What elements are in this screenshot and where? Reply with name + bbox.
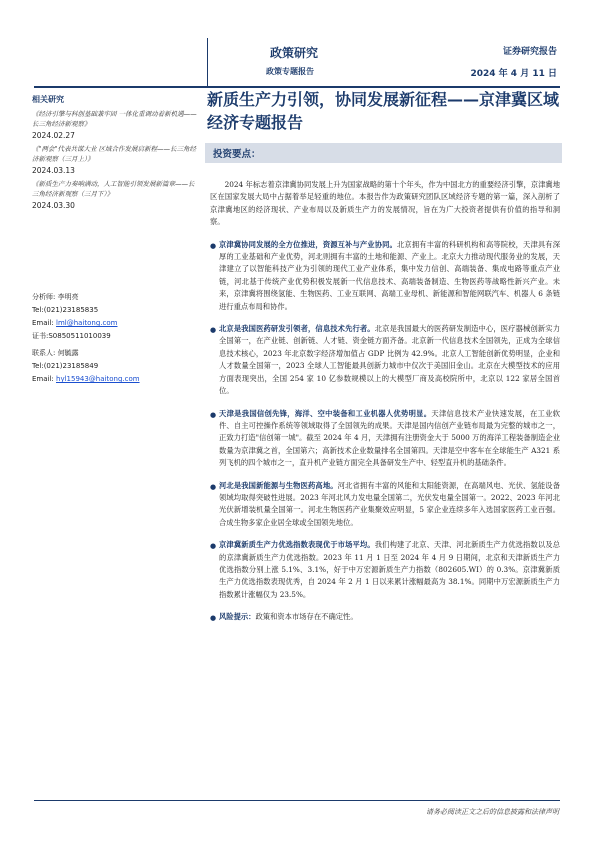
bullet-icon: ● (210, 326, 217, 335)
bullet-text: 天津信息技术产业快速发展，在工业软件、自主可控操作系统等领域取得了全国领先的成果。天津是国内信创产业链布局最为完整的城市之一，正致力打造"信创第一城"。截至 2024 年 4 月，天津拥有注册资金大于 5000 万的海洋工程装备制造企业数量为京津冀之首，全国第六；高新技术企业数量排名全国第四。天津是空中客车在全球能生产 A321 系列飞机的四个城市之一，直升机产业链方面完全具备研发生产中、轻型直升机的基础条件。 (219, 408, 561, 468)
header-subtitle: 政策专题报告 (266, 67, 314, 76)
contact-email-link[interactable]: hyl15943@haitong.com (56, 375, 140, 383)
email-label: Email: (32, 375, 54, 383)
bullet-text: 河北省拥有丰富的风能和太阳能资源，在高端风电、光伏、氢能设备领域均取得突破性进展。2023 年河北风力发电量全国第二，光伏发电量全国第一。2022、2023 年河北光伏新增装机量全国第一。河北生物医药产业集聚效应明显，5 家企业连续多年入选国家医药工业百强。合成生物多家企业居全球或全国领先地位。 (219, 480, 561, 527)
header-org: 证券研究报告 (502, 47, 557, 57)
report-title: 新质生产力引领，协同发展新征程——京津冀区域经济专题报告 (207, 90, 560, 132)
bullet-point (210, 408, 560, 470)
header-title: 政策研究 (270, 46, 319, 60)
bullet-lead: 京津冀协同发展的全方位推进，资源互补与产业协同。 (219, 239, 397, 249)
related-date: 2024.02.27 (32, 131, 75, 140)
bullet-lead: 北京是我国医药研发引领者，信息技术先行者。 (219, 324, 375, 334)
bullet-point (210, 239, 560, 313)
bullet-icon: ● (210, 542, 217, 551)
bullet-lead: 河北是我国新能源与生物医药高地。 (219, 480, 338, 490)
contact-tel: Tel:(021)23185849 (32, 362, 99, 370)
related-item[interactable]: 《"两会"代表共谋大业 区域合作发展启新程——长三角经济新观察（三月上）》 (32, 145, 197, 163)
bullet-point (210, 323, 560, 397)
email-label: Email: (32, 319, 54, 327)
bullet-text: 北京拥有丰富的科研机构和高等院校，天津具有深厚的工业基础和产业优势，河北则拥有丰富的土地和能源、产业上。北京大力推动现代服务业的发展，天津建立了以智能科技产业为引领的现代工业产业体系，集中发力信创、高端装备、集成电路等重点产业链，河北基于传统产业优势积极发展新一代信息技术、高端装备制造、生物医药等战略性新兴产业。未来，京津冀将围绕氢能、生物医药、工业互联网、高端工业母机、新能源和智能网联汽车、机器人 6 条链进行重点布局和协作。 (219, 239, 561, 311)
bullet-text: 我们构建了北京、天津、河北新质生产力优选指数以及总的京津冀新质生产力优选指数。2023 年 11 月 1 日至 2024 年 4 月 9 日期间，北京和天津新质生产力优选指数分别上涨 5.1%、3.1%，好于中万宏源新质生产力指数（802605.WI）的 0.3%。京津冀新质生产力优选指数表现优秀，自 2024 年 2 月 1 日以来累计涨幅最高为 38.1%。同期中万宏源新质生产力指数累计涨幅仅为 23.5%。 (219, 540, 561, 599)
investment-label: 投资要点： (213, 149, 261, 160)
related-item[interactable]: 《新质生产力奏响满动，人工智能引领发展新篇章——长三角经济新观察（三月下）》 (32, 180, 195, 198)
bullet-icon: ● (210, 482, 217, 491)
intro-paragraph: 2024 年标志着京津冀协同发展上升为国家战略的第十个年头，作为中国北方的重要经济引擎，京津冀地区在国家发展大局中占据着举足轻重的地位。本报告作为政策研究团队区域经济专题的第一篇，深入剖析了京津冀地区的经济现状、产业布局以及新质生产力的发展情况，旨在为广大投资者提供有价值的指导和洞察。 (210, 180, 560, 227)
bullet-text: 北京是我国最大的医药研发制造中心，医疗器械创新实力全国第一，在产业链、创新链、人才链、资金链方面齐备。北京新一代信息技术全国领先，正成为全球信息技术核心，2023 年北京数字经济增加值占 GDP 比例为 42.9%。北京人工智能创新优势明显，企业和人才数量全国第一，2023 全球人工智能最具创新力城市中仅次于美国旧金山。北京在大模型技术的应用方面表现突出，全国 254 家 10 亿参数规模以上的大模型厂商及高校院所中，北京以 122 家居全国首位。 (219, 324, 561, 396)
sidebar (32, 94, 200, 214)
related-date: 2024.03.13 (32, 166, 75, 175)
related-item[interactable]: 《经济引擎与科创基础兼牢固 一体化重调动着新机遇——长三角经济新观察》 (32, 110, 197, 128)
analyst-name: 分析师: 李明亮 (32, 293, 79, 301)
contact-email-line (32, 373, 200, 386)
contact-block (32, 347, 200, 386)
bullet-lead: 天津是我国信创先锋，海洋、空中装备和工业机器人优势明显。 (219, 408, 432, 418)
risk-warning (210, 611, 560, 623)
risk-text: 政策和资本市场存在不确定性。 (255, 612, 358, 622)
header-divider (207, 38, 208, 86)
bullet-lead: 京津冀新质生产力优选指数表现优于市场平均。 (219, 540, 375, 550)
risk-lead: 风险提示： (219, 612, 256, 622)
footer-disclaimer: 请务必阅读正文之后的信息披露和法律声明 (426, 808, 559, 816)
bullet-icon: ● (210, 410, 217, 419)
analyst-email-link[interactable]: lml@haitong.com (56, 319, 118, 327)
analyst-email-line (32, 317, 200, 330)
related-date: 2024.03.30 (32, 201, 75, 210)
bullet-icon: ● (210, 241, 217, 250)
bullet-point (210, 480, 560, 530)
analyst-cert: 证书:S0850511010039 (32, 332, 111, 340)
analyst-tel: Tel:(021)23185835 (32, 306, 99, 314)
related-heading: 相关研究 (32, 95, 64, 104)
report-body (210, 179, 560, 634)
bullet-point (210, 539, 560, 601)
footer-rule (34, 800, 560, 801)
bullet-icon: ● (210, 614, 217, 623)
contact-name: 联系人: 何毓露 (32, 349, 79, 357)
analyst-block (32, 291, 200, 343)
header-date: 2024 年 4 月 11 日 (470, 69, 557, 79)
